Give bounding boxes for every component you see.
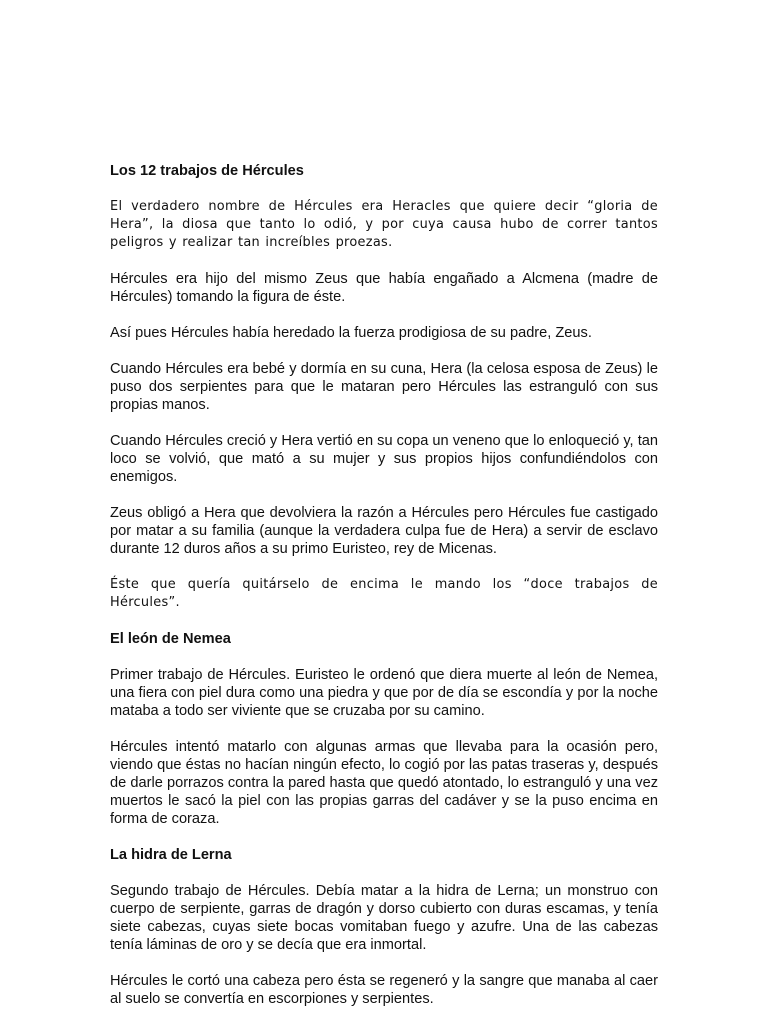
intro-paragraph: Así pues Hércules había heredado la fuerza prodigiosa de su padre, Zeus.: [110, 325, 592, 341]
intro-paragraph: Cuando Hércules creció y Hera vertió en su copa un veneno que lo enloqueció y, tan loco se volvió, que mató a su mujer y sus propios hijos confundiéndolos con enemigos.: [110, 433, 658, 485]
document-page: [110, 162, 658, 1026]
intro-paragraph: Zeus obligó a Hera que devolviera la razón a Hércules pero Hércules fue castigado por matar a su familia (aunque la verdadera culpa fue de Hera) a servir de esclavo durante 12 duros años a su primo Euristeo, rey de Micenas.: [110, 505, 658, 557]
intro-paragraph: Éste que quería quitárselo de encima le mando los “doce trabajos de Hércules”.: [110, 577, 658, 610]
intro-paragraph: Cuando Hércules era bebé y dormía en su cuna, Hera (la celosa esposa de Zeus) le puso dos serpientes para que le mataran pero Hércules las estranguló con sus propias manos.: [110, 361, 658, 413]
intro-paragraph: Hércules era hijo del mismo Zeus que había engañado a Alcmena (madre de Hércules) tomando la figura de éste.: [110, 271, 658, 305]
intro-paragraph: El verdadero nombre de Hércules era Heracles que quiere decir “gloria de Hera”, la diosa que tanto lo odió, y por cuya causa hubo de correr tantos peligros y realizar tan increíbles proezas.: [110, 199, 658, 250]
section-heading-hidra: La hidra de Lerna: [110, 847, 232, 863]
section-paragraph: Segundo trabajo de Hércules. Debía matar a la hidra de Lerna; un monstruo con cuerpo de serpiente, garras de dragón y dorso cubierto con duras escamas, y tenía siete cabezas, cuyas siete bocas vomitaban fuego y azufre. Una de las cabezas tenía láminas de oro y se decía que era inmortal.: [110, 883, 658, 953]
section-paragraph: Primer trabajo de Hércules. Euristeo le ordenó que diera muerte al león de Nemea, una fiera con piel dura como una piedra y que por de día se escondía y por la noche mataba a todo ser viviente que se cruzaba por su camino.: [110, 667, 658, 719]
document-title: Los 12 trabajos de Hércules: [110, 163, 304, 179]
section-heading-leon: El león de Nemea: [110, 631, 231, 647]
section-paragraph: Hércules le cortó una cabeza pero ésta se regeneró y la sangre que manaba al caer al suelo se convertía en escorpiones y serpientes.: [110, 973, 658, 1007]
section-paragraph: Hércules intentó matarlo con algunas armas que llevaba para la ocasión pero, viendo que éstas no hacían ningún efecto, lo cogió por las patas traseras y, después de darle porrazos contra la pared hasta que quedó atontado, lo estranguló y una vez muertos le sacó la piel con las propias garras del cadáver y se la puso encima en forma de coraza.: [110, 739, 658, 827]
